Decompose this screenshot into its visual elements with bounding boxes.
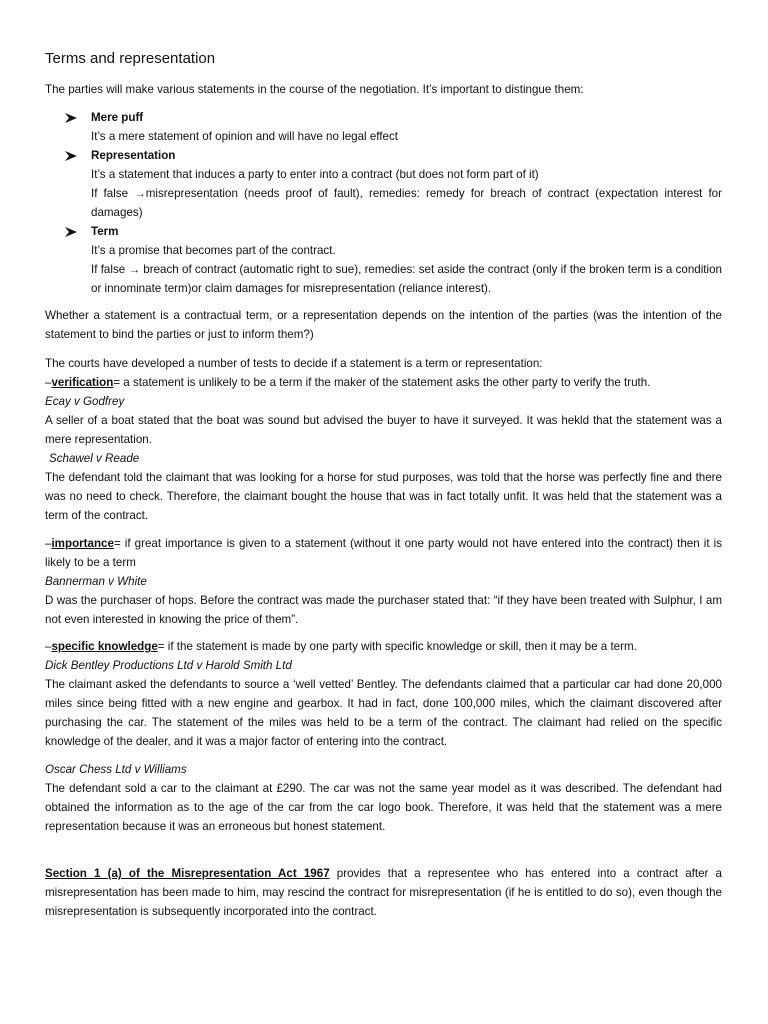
case-summary: A seller of a boat stated that the boat was sound but advised the buyer to have it surveyed. It was hekld that the statement was a mere representation. bbox=[45, 414, 722, 446]
bullet-text: It’s a mere statement of opinion and will have no legal effect bbox=[91, 130, 398, 143]
test-keyword: importance bbox=[51, 537, 114, 550]
tests-section bbox=[45, 354, 722, 525]
section-paragraph bbox=[45, 864, 722, 921]
test-specific-knowledge bbox=[45, 637, 722, 656]
test-verification bbox=[45, 373, 722, 392]
case-summary: The defendant sold a car to the claimant at £290. The car was not the same year model as it was described. The defendant had obtained the information as to the age of the car from the car logo book. Therefore, it was held that the statement was a mere representation because it was an erroneous but honest statement. bbox=[45, 782, 722, 833]
importance-section bbox=[45, 534, 722, 629]
arrowhead-bullet-icon bbox=[65, 113, 77, 123]
arrowhead-bullet-icon bbox=[65, 227, 77, 237]
statute-reference: Section 1 (a) of the Misrepresentation Act 1967 bbox=[45, 867, 330, 880]
arrowhead-bullet-icon bbox=[65, 151, 77, 161]
bullet-heading-label: Representation bbox=[91, 149, 176, 162]
bullet-text: It’s a statement that induces a party to enter into a contract (but does not form part of it) bbox=[91, 168, 539, 181]
case-name: Oscar Chess Ltd v Williams bbox=[45, 763, 187, 776]
test-keyword: specific knowledge bbox=[51, 640, 158, 653]
bullet-heading bbox=[65, 222, 722, 241]
case-summary: The claimant asked the defendants to source a ‘well vetted’ Bentley. The defendants claimed that a particular car had done 20,000 miles since being fitted with a new engine and gearbox. It had in fact, done 100,000 miles, which the claimant discovered after purchasing the car. The statement of the miles was held to be a term of the contract. The claimant had relied on the specific knowledge of the dealer, and it was a major factor of entering into the contract. bbox=[45, 678, 722, 748]
bullet-heading bbox=[65, 146, 722, 165]
case-summary: D was the purchaser of hops. Before the contract was made the purchaser stated that: “if they have been treated with Sulphur, I am not even interested in knowing the price of them”. bbox=[45, 594, 722, 626]
test-definition: = a statement is unlikely to be a term if the maker of the statement asks the other party to verify the truth. bbox=[113, 376, 651, 389]
list-item bbox=[65, 222, 722, 298]
test-prefix: – bbox=[45, 537, 52, 550]
page-title: Terms and representation bbox=[45, 50, 216, 67]
list-item bbox=[65, 108, 722, 146]
case-name: Bannerman v White bbox=[45, 575, 147, 588]
bullet-heading bbox=[65, 108, 722, 127]
test-prefix: – bbox=[45, 640, 52, 653]
bullet-heading-label: Term bbox=[91, 225, 119, 238]
intention-paragraph: Whether a statement is a contractual term, or a representation depends on the intention of the parties (was the intention of the statement to bind the parties or just to inform them?) bbox=[45, 309, 722, 341]
bullet-text: It’s a promise that becomes part of the contract. bbox=[91, 244, 336, 257]
bullet-text: If false →misrepresentation (needs proof of fault), remedies: remedy for breach of contract (expectation interest for damages) bbox=[91, 187, 722, 219]
case-name: Schawel v Reade bbox=[49, 452, 140, 465]
statute-text: provides that a representee who has entered into a contract after a misrepresentation has been made to him, may rescind the contract for misrepresentation (if he is entitled to do so), even though the misrepresentation is subsequently incorporated into the contract. bbox=[45, 867, 722, 918]
oscar-chess-section bbox=[45, 760, 722, 836]
case-name: Dick Bentley Productions Ltd v Harold Smith Ltd bbox=[45, 659, 292, 672]
bullet-heading-label: Mere puff bbox=[91, 111, 144, 124]
specific-knowledge-section bbox=[45, 637, 722, 751]
statement-types-list bbox=[65, 108, 722, 298]
intro-paragraph: The parties will make various statements in the course of the negotiation. It’s important to distingue them: bbox=[45, 83, 584, 96]
case-name: Ecay v Godfrey bbox=[45, 395, 125, 408]
test-definition: = if great importance is given to a statement (without it one party would not have entered into the contract) then it is likely to be a term bbox=[45, 537, 722, 569]
test-definition: = if the statement is made by one party with specific knowledge or skill, then it may be a term. bbox=[157, 640, 637, 653]
bullet-text: If false → breach of contract (automatic right to sue), remedies: set aside the contract (only if the broken term is a condition or innominate term)or claim damages for misrepresentation (reliance interest). bbox=[91, 263, 722, 295]
case-summary: The defendant told the claimant that was looking for a horse for stud purposes, was told that the horse was perfectly fine and there was no need to check. Therefore, the claimant bought the house that was in fact totally unfit. It was held that the statement was a term of the contract. bbox=[45, 471, 722, 522]
test-prefix: – bbox=[45, 376, 52, 389]
tests-intro: The courts have developed a number of tests to decide if a statement is a term or representation: bbox=[45, 357, 543, 370]
test-importance bbox=[45, 534, 722, 572]
list-item bbox=[65, 146, 722, 222]
test-keyword: verification bbox=[51, 376, 114, 389]
